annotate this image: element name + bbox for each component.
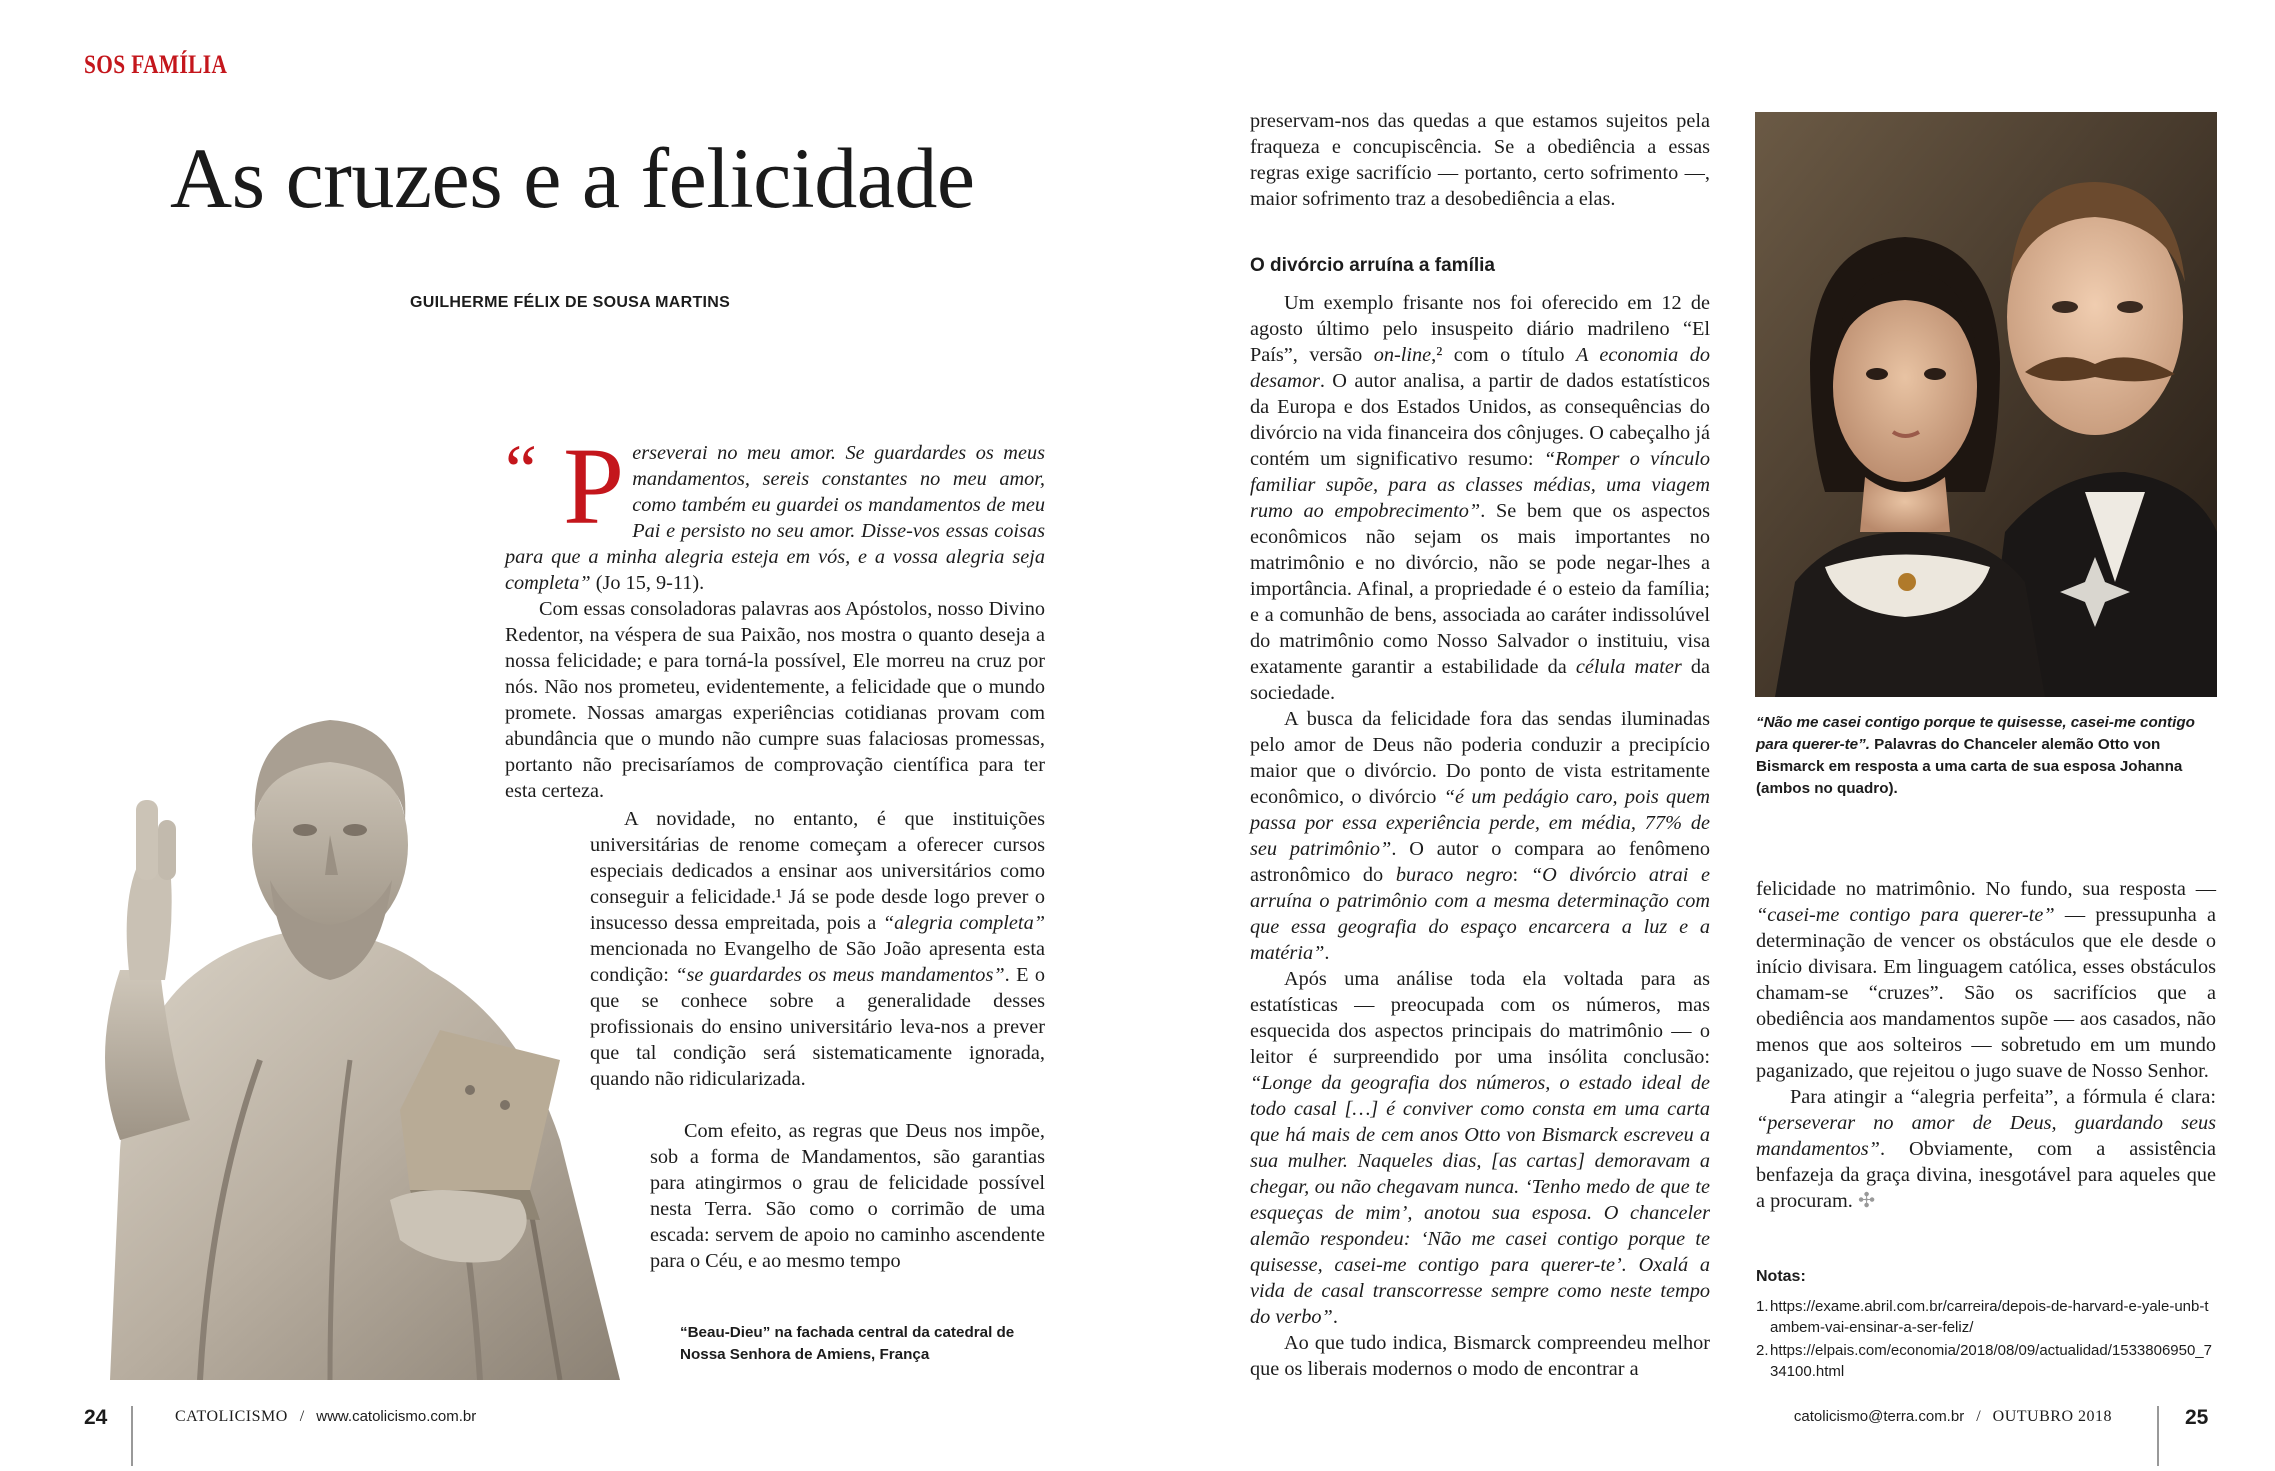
text-run: A busca da felicidade fora das sendas iluminadas pelo amor de Deus não poderia conduzir a precipício maior que o divórcio. Do ponto de vista estritamente econômico, o divórcio	[1250, 708, 1710, 808]
quote-run: “casei-me contigo para querer-te”	[1756, 904, 2055, 926]
text-run: Para atingir a “alegria perfeita”, a fórmula é clara:	[1790, 1086, 2216, 1108]
article-author: GUILHERME FÉLIX DE SOUSA MARTINS	[410, 294, 731, 311]
text-run: felicidade no matrimônio. No fundo, sua resposta —	[1756, 878, 2216, 900]
statue-caption: “Beau-Dieu” na fachada central da catedral de Nossa Senhora de Amiens, França	[680, 1324, 1015, 1363]
magazine-name: CATOLICISMO	[175, 1408, 288, 1425]
column-1-p3	[590, 806, 1045, 1092]
notes-title: Notas:	[1756, 1268, 1806, 1285]
italic-run: A economia do desamor	[1250, 344, 1711, 392]
bismarck-couple-portrait-image	[1755, 112, 2217, 697]
quote-run: “Romper o vínculo familiar supõe, para as classes médias, uma viagem rumo ao empobrecimento”	[1250, 448, 1710, 522]
footer-separator: /	[1976, 1408, 1981, 1425]
text-run: . Se bem que os aspectos econômicos não sejam os mais importantes no matrimônio e no divórcio, não se pode negar-lhes a importância. Afinal, a propriedade é o esteio da família; e a comunhão de bens, associada ao caráter indissolúvel do matrimônio como Nosso Salvador o instituiu, visa exatamente garantir a estabilidade da	[1250, 500, 1710, 678]
italic-run: célula mater	[1575, 656, 1682, 678]
portrait-caption-text: Palavras do Chanceler alemão Otto von Bismarck em resposta a uma carta de sua esposa Johanna (ambos no quadro).	[1756, 736, 2183, 797]
text-run: Um exemplo frisante nos foi oferecido em 12 de agosto último pelo insuspeito diário madrileno “El País”, versão	[1250, 292, 1710, 366]
text-run: . O autor o compara ao fenômeno astronômico do	[1250, 838, 1710, 886]
text-run: Após uma análise toda ela voltada para as estatísticas — preocupada com os números, mas esquecida dos aspectos principais do matrimônio — o leitor é surpreendido por uma insólita conclusão:	[1250, 968, 1710, 1068]
article-title: As cruzes e a felicidade	[170, 130, 975, 226]
magazine-url[interactable]: www.catolicismo.com.br	[316, 1408, 477, 1425]
page-number-left: 24	[84, 1406, 108, 1429]
quote-run: “é um pedágio caro, pois quem passa por essa experiência perde, em média, 77% de seu patrimônio”	[1250, 786, 1710, 860]
italic-run: on-line	[1373, 344, 1432, 366]
paragraph: Com essas consoladoras palavras aos Apóstolos, nosso Divino Redentor, na véspera de sua Paixão, nos mostra o quanto deseja a nossa felicidade; e para torná-la possível, Ele morreu na cruz por nós. Não nos prometeu, evidentemente, a felicidade que o mundo promete. Nossas amargas experiências cotidianas provam com abundância que o mundo não cumpre suas falaciosas promessas, portanto não precisaríamos de comprovação científica para ter esta certeza.	[505, 598, 1045, 802]
column-3-body	[1756, 876, 2216, 1214]
text-run: . O autor analisa, a partir de dados estatísticos da Europa e dos Estados Unidos, as consequências do divórcio na vida financeira dos cônjuges. O cabeçalho já contém um significativo resumo:	[1250, 370, 1710, 470]
issue-date: OUTUBRO 2018	[1992, 1408, 2112, 1425]
column-2-body	[1250, 290, 1710, 1382]
subheading-divorce: O divórcio arruína a família	[1250, 255, 1495, 276]
section-label: SOS FAMÍLIA	[84, 50, 228, 79]
quote-run: “O divórcio atrai e arruína o patrimônio com a mesma determinação com que essa geografia do espaço encarcera a luz e a matéria”	[1250, 864, 1711, 964]
column-2-p1	[1250, 108, 1710, 212]
footer-divider-left	[131, 1406, 133, 1466]
portrait-caption	[1756, 712, 2226, 800]
note-number: 2.	[1756, 1342, 1769, 1359]
text-run: da sociedade.	[1250, 656, 1710, 704]
text-run: A novidade, no entanto, é que instituições universitárias de renome começam a oferecer cursos especiais dedicados a ensinar aos universitários como conseguir a felicidade.¹ Já se pode desde logo prever o insucesso dessa empreitada, pois a	[590, 808, 1045, 934]
text-run: :	[1512, 864, 1531, 886]
magazine-email[interactable]: catolicismo@terra.com.br	[1793, 1408, 1965, 1425]
column-1-p2	[505, 596, 1045, 804]
page-number-right: 25	[2185, 1406, 2209, 1429]
text-run: mencionada no Evangelho de São João apresenta esta condição:	[590, 938, 1045, 986]
drop-cap: P	[563, 425, 625, 547]
quote-run: “se guardardes os meus mandamentos”	[675, 964, 1005, 986]
italic-run: buraco negro	[1395, 864, 1513, 886]
quote-run: “perseverar no amor de Deus, guardando seus mandamentos”	[1756, 1112, 2216, 1160]
text-run: .	[1324, 942, 1330, 964]
note-number: 1.	[1756, 1298, 1769, 1315]
opening-quote-mark: “	[505, 430, 537, 510]
paragraph: Com efeito, as regras que Deus nos impõe, sob a forma de Mandamentos, são garantias para atingirmos o grau de felicidade possível nesta Terra. São como o corrimão de uma escada: servem de apoio no caminho ascendente para o Céu, e ao mesmo tempo	[650, 1120, 1045, 1272]
footer-separator: /	[299, 1408, 305, 1425]
quote-run: “Longe da geografia dos números, o estado ideal de todo casal […] é conviver como consta em uma carta que há mais de cem anos Otto von Bismarck escreveu a sua mulher. Naqueles dias, [as cartas] demoravam a chegar, ou não chegavam nunca. ‘Tenho medo de que te esqueças de mim’, anotou sua esposa. O chanceler alemão respondeu: ‘Não me casei contigo porque te quisesse, casei-me contigo para querer-te’. Oxalá a vida de casal transcorresse sempre como neste tempo do verbo”	[1250, 1072, 1710, 1328]
text-run: . E o que se conhece sobre a generalidade desses profissionais do ensino universitário leva-nos a prever que tal condição será sistematicamente ignorada, quando não ridicularizada.	[590, 964, 1045, 1090]
note-2[interactable]	[1756, 1340, 2218, 1382]
paragraph: preservam-nos das quedas a que estamos sujeitos pela fraqueza e concupiscência. Se a obediência a essas regras exige sacrifício — portanto, certo sofrimento —, maior sofrimento traz a desobediência a elas.	[1250, 110, 1710, 210]
quote-run: “alegria completa”	[882, 912, 1045, 934]
intro-reference: (Jo 15, 9-11).	[590, 572, 705, 594]
footer-left	[175, 1408, 476, 1426]
note-link[interactable]: https://exame.abril.com.br/carreira/depois-de-harvard-e-yale-unb-tambem-vai-ensinar-a-ser-feliz/	[1770, 1298, 2209, 1336]
footer-right	[1794, 1408, 2112, 1426]
text-run: .	[1332, 1306, 1338, 1328]
text-run: — pressupunha a determinação de vencer os obstáculos que ele desde o início divisara. Em linguagem católica, esses obstáculos chamam-se “cruzes”. São os sacrifícios que a obediência aos mandamentos supõe — aos casados, não menos que aos solteiros — sobretudo em um mundo paganizado, que rejeitou o jugo suave de Nosso Senhor.	[1756, 904, 2216, 1082]
text-run: . Obviamente, com a assistência benfazeja da graça divina, inesgotável para aqueles que a procuram.	[1756, 1138, 2216, 1212]
paragraph: Ao que tudo indica, Bismarck compreendeu melhor que os liberais modernos o modo de encontrar a	[1250, 1332, 1710, 1380]
column-1-intro	[505, 425, 1045, 596]
text-run: ,² com o título	[1431, 344, 1576, 366]
portrait-caption-quote: “Não me casei contigo porque te quisesse, casei-me contigo para querer-te”.	[1756, 714, 2195, 753]
intro-quote: erseverai no meu amor. Se guardardes os meus mandamentos, sereis constantes no meu amor, como também eu guardei os mandamentos de meu Pai e persisto no seu amor. Disse-vos essas coisas para que a minha alegria esteja em vós, e a vossa alegria seja completa”	[505, 442, 1045, 594]
end-mark-icon: ✣	[1857, 1190, 1875, 1212]
note-link[interactable]: https://elpais.com/economia/2018/08/09/actualidad/1533806950_734100.html	[1770, 1342, 2212, 1380]
footer-divider-right	[2157, 1406, 2159, 1466]
column-1-p4	[650, 1118, 1045, 1274]
note-1[interactable]	[1756, 1296, 2218, 1338]
